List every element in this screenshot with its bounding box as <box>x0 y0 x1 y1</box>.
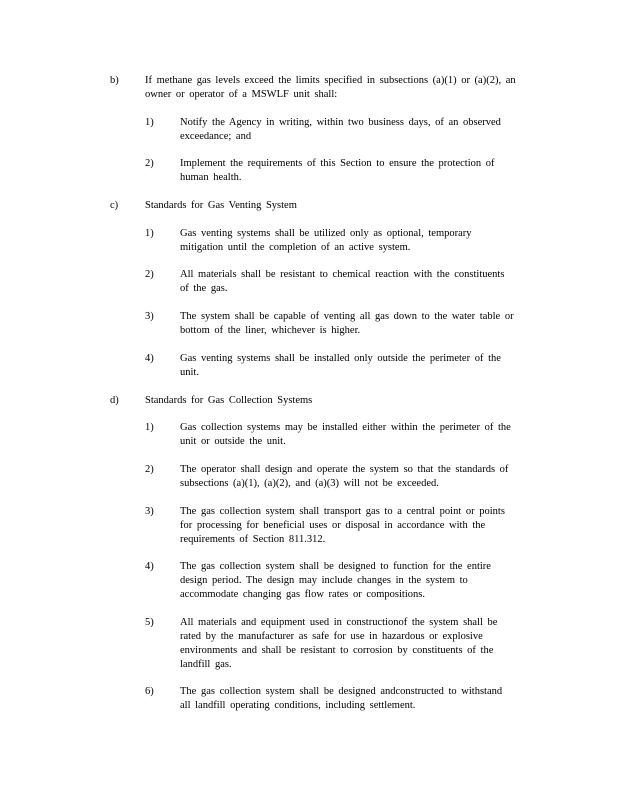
item-text <box>180 560 550 602</box>
item-text <box>180 421 550 449</box>
text-line: accommodate changing gas flow rates or compositions. <box>180 589 425 600</box>
item-label: 1) <box>145 117 154 128</box>
text-line: The gas collection system shall be designed andconstructed to withstand <box>180 686 503 697</box>
text-line: environments and shall be resistant to corrosion by constituents of the <box>180 645 494 656</box>
text-line: Notify the Agency in writing, within two business days, of an observed <box>180 117 501 128</box>
text-line: Standards for Gas Collection Systems <box>145 395 313 406</box>
item-text <box>180 310 550 338</box>
text-line: Implement the requirements of this Section to ensure the protection of <box>180 158 495 169</box>
section-heading <box>145 199 555 213</box>
text-line: mitigation until the completion of an active system. <box>180 242 411 253</box>
item-label: 1) <box>145 422 154 433</box>
item-text <box>180 268 550 296</box>
item-text <box>180 463 550 491</box>
item-label: 5) <box>145 617 154 628</box>
text-line: design period. The design may include changes in the system to <box>180 575 468 586</box>
item-label: 1) <box>145 228 154 239</box>
text-line: exceedance; and <box>180 131 252 142</box>
text-line: The system shall be capable of venting all gas down to the water table or <box>180 311 514 322</box>
text-line: of the gas. <box>180 283 228 294</box>
section-heading <box>145 394 555 408</box>
text-line: all landfill operating conditions, including settlement. <box>180 700 416 711</box>
text-line: Gas collection systems may be installed either within the perimeter of the <box>180 422 511 433</box>
text-line: requirements of Section 811.312. <box>180 534 326 545</box>
text-line: human health. <box>180 172 242 183</box>
section-label: c) <box>110 200 119 211</box>
item-text <box>180 685 550 713</box>
text-line: bottom of the liner, whichever is higher. <box>180 325 361 336</box>
text-line: subsections (a)(1), (a)(2), and (a)(3) will not be exceeded. <box>180 478 439 489</box>
text-line: Gas venting systems shall be utilized only as optional, temporary <box>180 228 472 239</box>
item-label: 2) <box>145 464 154 475</box>
text-line: for processing for beneficial uses or disposal in accordance with the <box>180 520 486 531</box>
text-line: landfill gas. <box>180 659 232 670</box>
text-line: Gas venting systems shall be installed only outside the perimeter of the <box>180 353 501 364</box>
text-line: unit. <box>180 367 199 378</box>
item-label: 2) <box>145 269 154 280</box>
text-line: Standards for Gas Venting System <box>145 200 297 211</box>
item-text <box>180 116 550 144</box>
item-label: 3) <box>145 311 154 322</box>
text-line: The gas collection system shall transport gas to a central point or points <box>180 506 505 517</box>
item-text <box>180 157 550 185</box>
text-line: If methane gas levels exceed the limits specified in subsections (a)(1) or (a)(2), an <box>145 75 516 86</box>
item-label: 4) <box>145 561 154 572</box>
text-line: owner or operator of a MSWLF unit shall: <box>145 89 338 100</box>
section-text <box>145 74 555 102</box>
text-line: The gas collection system shall be designed to function for the entire <box>180 561 491 572</box>
item-label: 3) <box>145 506 154 517</box>
text-line: All materials shall be resistant to chemical reaction with the constituents <box>180 269 505 280</box>
item-label: 4) <box>145 353 154 364</box>
item-text <box>180 352 550 380</box>
section-label: d) <box>110 395 119 406</box>
item-label: 6) <box>145 686 154 697</box>
text-line: unit or outside the unit. <box>180 436 286 447</box>
item-text <box>180 505 550 547</box>
item-text <box>180 616 550 672</box>
text-line: All materials and equipment used in constructionof the system shall be <box>180 617 498 628</box>
section-label: b) <box>110 75 119 86</box>
item-label: 2) <box>145 158 154 169</box>
text-line: rated by the manufacturer as safe for use in hazardous or explosive <box>180 631 483 642</box>
text-line: The operator shall design and operate the system so that the standards of <box>180 464 509 475</box>
item-text <box>180 227 550 255</box>
